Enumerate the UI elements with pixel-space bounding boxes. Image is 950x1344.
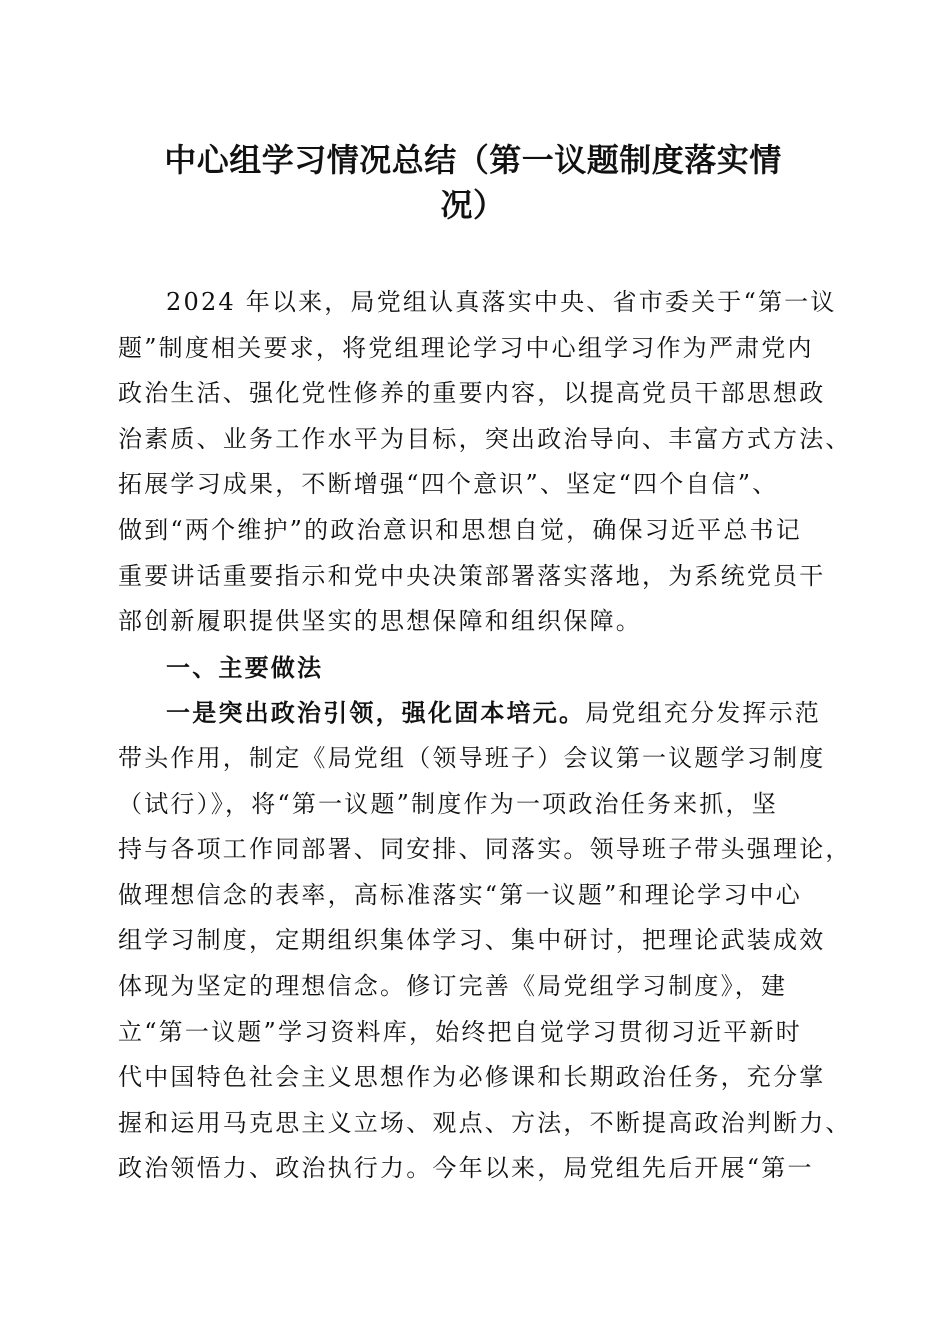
text-line: 拓展学习成果，不断增强“四个意识”、坚定“四个自信”、 [118,470,779,499]
title-line: 中心组学习情况总结（第一议题制度落实情 [164,141,782,179]
text-line: 持与各项工作同部署、同安排、同落实。领导班子带头强理论， [118,835,852,864]
text-line: 带头作用，制定《局党组（领导班子）会议第一议题学习制度 [118,743,826,772]
paragraph-lead: 一是突出政治引领，强化固本培元。 [166,698,586,728]
text-line: 代中国特色社会主义思想作为必修课和长期政治任务，充分掌 [118,1063,826,1092]
text-line: 做理想信念的表率，高标准落实“第一议题”和理论学习中心 [118,880,802,909]
paragraph-intro [118,280,858,645]
title-line: 况） [440,186,506,224]
paragraph-main-practice [118,690,858,1192]
text-line: 治素质、业务工作水平为目标，突出政治导向、丰富方式方法、 [118,424,852,453]
text-line: 2024 年以来，局党组认真落实中央、省市委关于“第一议 [166,288,837,316]
text-line: 握和运用马克思主义立场、观点、方法，不断提高政治判断力、 [118,1108,852,1137]
section-heading: 一、主要做法 [166,652,324,682]
text-line: 题”制度相关要求，将党组理论学习中心组学习作为严肃党内 [118,333,814,362]
text-line: 体现为坚定的理想信念。修订完善《局党组学习制度》，建 [118,971,788,1000]
text-line: 组学习制度，定期组织集体学习、集中研讨，把理论武装成效 [118,926,826,955]
document-body [118,280,858,1192]
text-line [118,690,858,736]
text-line: 政治领悟力、政治执行力。今年以来，局党组先后开展“第一 [118,1154,814,1183]
text-line: 重要讲话重要指示和党中央决策部署落实落地，为系统党员干 [118,561,826,590]
document-title [118,138,828,228]
text-line: （试行）》，将“第一议题”制度作为一项政治任务来抓，坚 [118,789,778,818]
text-line: 立“第一议题”学习资料库，始终把自觉学习贯彻习近平新时 [118,1017,802,1046]
text-line: 部创新履职提供坚实的思想保障和组织保障。 [118,607,642,636]
text-line: 做到“两个维护”的政治意识和思想自觉，确保习近平总书记 [118,515,802,544]
paragraph-lead-rest: 局党组充分发挥示范 [585,699,822,728]
text-line: 政治生活、强化党性修养的重要内容，以提高党员干部思想政 [118,379,826,408]
